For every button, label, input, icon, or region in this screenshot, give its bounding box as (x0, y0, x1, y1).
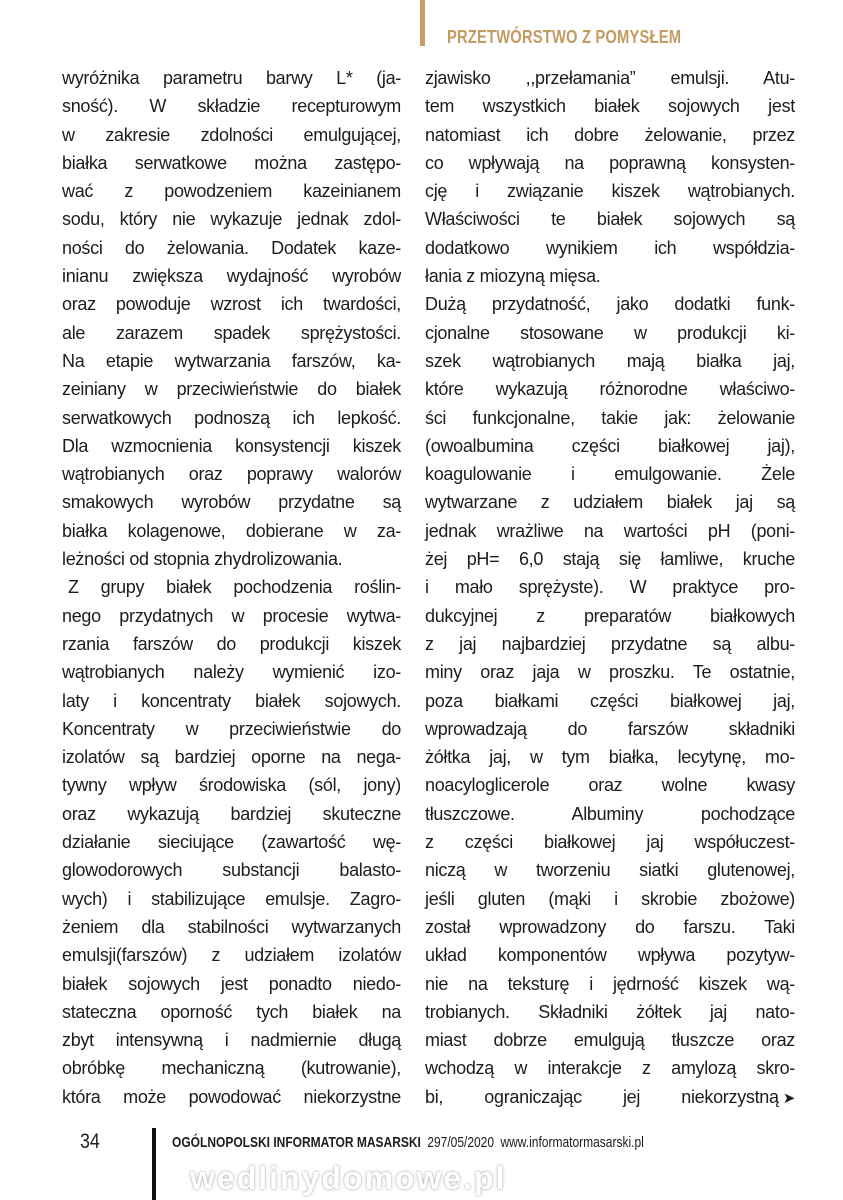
text-line-content: zeiniany w przeciwieństwie do białek (62, 379, 401, 400)
text-line (425, 205, 795, 233)
text-line (425, 913, 795, 941)
text-line (425, 121, 795, 149)
text-line (425, 828, 795, 856)
text-line-content: Na etapie wytwarzania farszów, ka- (62, 350, 401, 371)
text-line-content: glowodorowych substancji balasto- (62, 860, 401, 881)
text-line-content: łania z miozyną mięsa. (425, 266, 601, 287)
text-line-content: białka serwatkowe można zastępo- (62, 152, 401, 173)
text-line (425, 941, 795, 969)
text-line-content: inianu zwiększa wydajność wyrobów (62, 266, 401, 287)
text-line-content: wyróżnika parametru barwy L* (ja- (62, 68, 401, 88)
text-line (425, 658, 795, 686)
text-line (62, 290, 401, 318)
text-line-content: laty i koncentraty białek sojowych. (62, 690, 401, 711)
issue-number: 297/05/2020 (427, 1134, 495, 1151)
text-line-content: białka kolagenowe, dobierane w za- (62, 520, 401, 541)
text-line (425, 460, 795, 488)
text-line-content: z części białkowej jaj współuczest- (425, 832, 795, 853)
text-line-content: miny oraz jaja w proszku. Te ostatnie, (425, 662, 795, 683)
text-line-content: nego przydatnych w procesie wytwa- (62, 605, 401, 626)
text-line-content: (owoalbumina części białkowej jaj), (425, 435, 795, 456)
text-line-content: rzania farszów do produkcji kiszek (62, 633, 401, 654)
text-line (425, 234, 795, 262)
text-line (62, 771, 401, 799)
text-column-right (425, 64, 795, 1111)
text-line-content: co wpływają na poprawną konsysten- (425, 152, 795, 173)
text-line (62, 432, 401, 460)
text-line-content: układ komponentów wpływa pozytyw- (425, 945, 795, 966)
text-line-content: niczą w tworzeniu siatki glutenowej, (425, 860, 795, 881)
text-line (62, 1026, 401, 1054)
text-line (425, 545, 795, 573)
text-line-content: leżności od stopnia zhydrolizowania. (62, 549, 343, 570)
text-line (425, 970, 795, 998)
text-line (62, 205, 401, 233)
text-line-content: noacyloglicerole oraz wolne kwasy (425, 775, 795, 796)
text-line-content: jednak wrażliwe na wartości pH (poni- (425, 520, 795, 541)
text-line-content: wchodzą w interakcje z amylozą skro- (425, 1058, 795, 1079)
text-line-content: cjonalne stosowane w produkcji ki- (425, 322, 795, 343)
text-line-content: która może powodować niekorzystne (62, 1086, 401, 1107)
text-line-content: zbyt intensywną i nadmiernie długą (62, 1030, 401, 1051)
text-line (62, 92, 401, 120)
text-line-content: bi, ograniczając jej niekorzystną (425, 1086, 779, 1107)
text-line (62, 573, 401, 601)
text-line-content: wych) i stabilizujące emulsje. Zagro- (62, 888, 401, 909)
text-line (62, 375, 401, 403)
text-line (62, 913, 401, 941)
text-line-content: trobianych. Składniki żółtek jaj nato- (425, 1001, 795, 1022)
text-line (425, 488, 795, 516)
text-line-content: miast dobrze emulgują tłuszcze oraz (425, 1030, 795, 1051)
text-line-content: oraz powoduje wzrost ich twardości, (62, 294, 401, 315)
text-line (425, 347, 795, 375)
text-line (62, 319, 401, 347)
text-line (62, 545, 401, 573)
text-line (62, 602, 401, 630)
text-line-content: tłuszczowe. Albuminy pochodzące (425, 803, 795, 824)
text-line-content: działanie sieciujące (zawartość wę- (62, 832, 401, 853)
text-line-content: wątrobianych oraz poprawy walorów (62, 464, 401, 485)
text-line (425, 715, 795, 743)
text-line-content: nie na teksturę i jędrność kiszek wą- (425, 973, 795, 994)
text-line (425, 602, 795, 630)
text-line-content: Dużą przydatność, jako dodatki funk- (425, 294, 795, 315)
page-number: 34 (80, 1130, 100, 1153)
text-line-content: dukcyjnej z preparatów białkowych (425, 605, 795, 626)
text-line (425, 885, 795, 913)
text-line-content: Właściwości te białek sojowych są (425, 209, 795, 230)
text-line (425, 149, 795, 177)
text-line-content: z jaj najbardziej przydatne są albu- (425, 633, 795, 654)
text-line-content: w zakresie zdolności emulgującej, (62, 124, 401, 145)
text-line (62, 64, 401, 92)
text-line (62, 1054, 401, 1082)
text-line (425, 517, 795, 545)
text-line (425, 262, 795, 290)
text-line-content: ści funkcjonalne, takie jak: żelowanie (425, 407, 795, 428)
text-line-content: żeniem dla stabilności wytwarzanych (62, 916, 401, 937)
text-line (425, 771, 795, 799)
footer (172, 1134, 650, 1152)
text-line-content: i mało sprężyste). W praktyce pro- (425, 577, 795, 598)
text-line-content: wątrobianych należy wymienić izo- (62, 662, 401, 683)
text-line-content: emulsji(farszów) z udziałem izolatów (62, 945, 401, 966)
text-line (425, 404, 795, 432)
text-line (62, 404, 401, 432)
text-line (425, 375, 795, 403)
text-line-content: sodu, który nie wykazuje jednak zdol- (62, 209, 401, 230)
text-line-content: Koncentraty w przeciwieństwie do (62, 718, 401, 739)
text-line-content: dodatkowo wynikiem ich współdzia- (425, 237, 795, 258)
website-link[interactable]: www.informatormasarski.pl (500, 1134, 644, 1151)
text-line (62, 998, 401, 1026)
text-line (425, 998, 795, 1026)
text-line-content: poza białkami części białkowej jaj, (425, 690, 795, 711)
text-line (62, 517, 401, 545)
text-line (62, 234, 401, 262)
text-line (62, 885, 401, 913)
header-accent-bar (420, 0, 425, 46)
text-line (425, 1026, 795, 1054)
text-line-content: wytwarzane z udziałem białek jaj są (425, 492, 795, 513)
text-line-content: oraz wykazują bardziej skuteczne (62, 803, 401, 824)
watermark: wedlinydomowe.pl (190, 1160, 507, 1196)
text-line-content: serwatkowych podnoszą ich lepkość. (62, 407, 401, 428)
text-line-content: natomiast ich dobre żelowanie, przez (425, 124, 795, 145)
text-line-content: ności do żelowania. Dodatek kaze- (62, 237, 401, 258)
text-line-content: został wprowadzony do farszu. Taki (425, 916, 795, 937)
text-line (62, 970, 401, 998)
text-line-content: białek sojowych jest ponadto niedo- (62, 973, 401, 994)
text-line-content: które wykazują różnorodne właściwo- (425, 379, 795, 400)
text-line (62, 743, 401, 771)
text-line (425, 92, 795, 120)
text-line (62, 177, 401, 205)
publication-name: OGÓLNOPOLSKI INFORMATOR MASARSKI (172, 1134, 421, 1151)
text-line-content: tem wszystkich białek sojowych jest (425, 96, 795, 117)
text-line (425, 1083, 795, 1111)
text-line (425, 319, 795, 347)
text-line-content: izolatów są bardziej oporne na nega- (62, 747, 401, 768)
text-line (62, 262, 401, 290)
text-line-content: jeśli gluten (mąki i skrobie zbożowe) (425, 888, 795, 909)
text-line (425, 630, 795, 658)
text-line-content: żej pH= 6,0 stają się łamliwe, kruche (425, 549, 795, 570)
text-line-content: stateczna oporność tych białek na (62, 1001, 401, 1022)
text-line (425, 432, 795, 460)
text-line-content: ale zarazem spadek sprężystości. (62, 322, 401, 343)
text-line (62, 121, 401, 149)
text-line (62, 658, 401, 686)
text-line (425, 800, 795, 828)
text-line (62, 828, 401, 856)
text-line (62, 856, 401, 884)
text-line-content: zjawisko ,,przełamania” emulsji. Atu- (425, 68, 795, 88)
text-line (425, 290, 795, 318)
section-title: PRZETWÓRSTWO Z POMYSŁEM (447, 27, 682, 47)
text-line (62, 715, 401, 743)
text-line-content: sność). W składzie recepturowym (62, 96, 401, 117)
text-line-content: Z grupy białek pochodzenia roślin- (68, 577, 401, 598)
continue-arrow-icon: ➤ (782, 1089, 795, 1107)
text-line-content: smakowych wyrobów przydatne są (62, 492, 401, 513)
text-line (425, 177, 795, 205)
text-column-left (62, 64, 401, 1111)
text-line (62, 488, 401, 516)
text-line (62, 800, 401, 828)
text-line (62, 149, 401, 177)
text-line-content: obróbkę mechaniczną (kutrowanie), (62, 1058, 401, 1079)
text-line (62, 347, 401, 375)
text-line (425, 573, 795, 601)
text-line (62, 941, 401, 969)
text-line-content: wprowadzają do farszów składniki (425, 718, 795, 739)
text-line-content: Dla wzmocnienia konsystencji kiszek (62, 435, 401, 456)
footer-divider (152, 1128, 156, 1200)
text-line-content: żółtka jaj, w tym białka, lecytynę, mo- (425, 747, 795, 768)
text-line (425, 743, 795, 771)
text-line (425, 687, 795, 715)
text-line-content: szek wątrobianych mają białka jaj, (425, 350, 795, 371)
text-line (425, 64, 795, 92)
text-line (425, 856, 795, 884)
text-line-content: tywny wpływ środowiska (sól, jony) (62, 775, 401, 796)
text-line (62, 630, 401, 658)
text-line (62, 687, 401, 715)
text-line-content: cję i związanie kiszek wątrobianych. (425, 181, 795, 202)
text-line-content: koagulowanie i emulgowanie. Żele (425, 464, 795, 485)
text-line (425, 1054, 795, 1082)
text-line (62, 460, 401, 488)
text-line-content: wać z powodzeniem kazeinianem (62, 181, 401, 202)
text-line (62, 1083, 401, 1111)
